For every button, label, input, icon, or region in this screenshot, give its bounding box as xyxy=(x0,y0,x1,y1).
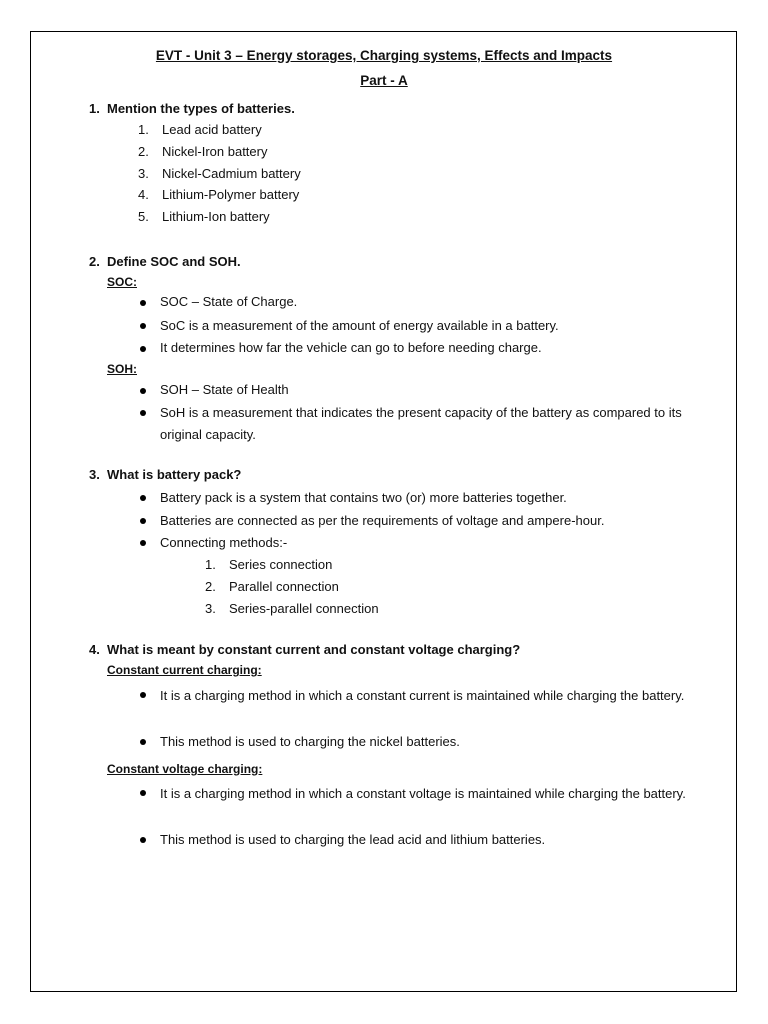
bullet-icon xyxy=(140,346,146,352)
constant-voltage-subheading: Constant voltage charging: xyxy=(107,762,263,776)
question-number: 1. xyxy=(89,101,100,116)
question-text: What is meant by constant current and constant voltage charging? xyxy=(107,642,521,657)
bullet-text: SOH – State of Health xyxy=(160,382,289,397)
bullet-icon xyxy=(140,410,146,416)
question-number: 2. xyxy=(89,254,100,269)
question-text: Define SOC and SOH. xyxy=(107,254,241,269)
bullet-icon xyxy=(140,388,146,394)
bullet-text: It is a charging method in which a constant voltage is maintained while charging the battery. xyxy=(160,786,686,801)
list-text: Nickel-Iron battery xyxy=(162,144,268,159)
soh-subheading: SOH: xyxy=(107,362,137,376)
list-text: Series connection xyxy=(229,557,333,572)
list-marker: 2. xyxy=(138,144,149,159)
question-text: Mention the types of batteries. xyxy=(107,101,295,116)
question-text: What is battery pack? xyxy=(107,467,242,482)
list-marker: 3. xyxy=(138,166,149,181)
list-item xyxy=(138,187,300,202)
list-text: Parallel connection xyxy=(229,579,339,594)
list-item xyxy=(138,122,262,137)
list-marker: 5. xyxy=(138,209,149,224)
bullet-text: This method is used to charging the lead acid and lithium batteries. xyxy=(160,832,546,847)
question-3-heading xyxy=(89,467,241,482)
constant-current-subheading: Constant current charging: xyxy=(107,663,262,677)
list-marker: 3. xyxy=(205,601,216,616)
question-2-heading xyxy=(89,254,241,269)
list-item xyxy=(138,166,301,181)
bullet-text: It determines how far the vehicle can go to before needing charge. xyxy=(160,340,542,355)
document-title: EVT - Unit 3 – Energy storages, Charging systems, Effects and Impacts xyxy=(155,48,613,63)
bullet-icon xyxy=(140,518,146,524)
list-text: Series-parallel connection xyxy=(229,601,379,616)
list-text: Lithium-Polymer battery xyxy=(162,187,300,202)
question-1-heading xyxy=(89,101,295,116)
bullet-icon xyxy=(140,323,146,329)
soc-subheading: SOC: xyxy=(107,275,137,289)
bullet-icon xyxy=(140,300,146,306)
bullet-icon xyxy=(140,692,146,698)
bullet-text: SoC is a measurement of the amount of energy available in a battery. xyxy=(160,318,559,333)
list-item xyxy=(205,557,333,572)
question-number: 4. xyxy=(89,642,100,657)
list-text: Lithium-Ion battery xyxy=(162,209,270,224)
bullet-icon xyxy=(140,790,146,796)
list-item xyxy=(205,601,379,616)
list-item xyxy=(138,144,268,159)
part-heading: Part - A xyxy=(360,73,408,88)
page-border xyxy=(30,31,737,992)
list-marker: 4. xyxy=(138,187,149,202)
question-number: 3. xyxy=(89,467,100,482)
bullet-text: Battery pack is a system that contains two (or) more batteries together. xyxy=(160,490,567,505)
list-item xyxy=(205,579,339,594)
bullet-icon xyxy=(140,540,146,546)
list-marker: 2. xyxy=(205,579,216,594)
bullet-icon xyxy=(140,739,146,745)
bullet-icon xyxy=(140,837,146,843)
bullet-icon xyxy=(140,495,146,501)
list-item xyxy=(138,209,270,224)
bullet-text: Connecting methods:- xyxy=(160,535,288,550)
list-text: Nickel-Cadmium battery xyxy=(162,166,301,181)
question-4-heading xyxy=(89,642,520,657)
bullet-text: It is a charging method in which a constant current is maintained while charging the battery. xyxy=(160,688,685,703)
bullet-text: SOC – State of Charge. xyxy=(160,294,298,309)
bullet-text: This method is used to charging the nickel batteries. xyxy=(160,734,460,749)
list-marker: 1. xyxy=(205,557,216,572)
bullet-text: SoH is a measurement that indicates the present capacity of the battery as compared to its original capacity. xyxy=(160,405,682,442)
list-marker: 1. xyxy=(138,122,149,137)
list-text: Lead acid battery xyxy=(162,122,262,137)
bullet-text: Batteries are connected as per the requirements of voltage and ampere-hour. xyxy=(160,513,605,528)
